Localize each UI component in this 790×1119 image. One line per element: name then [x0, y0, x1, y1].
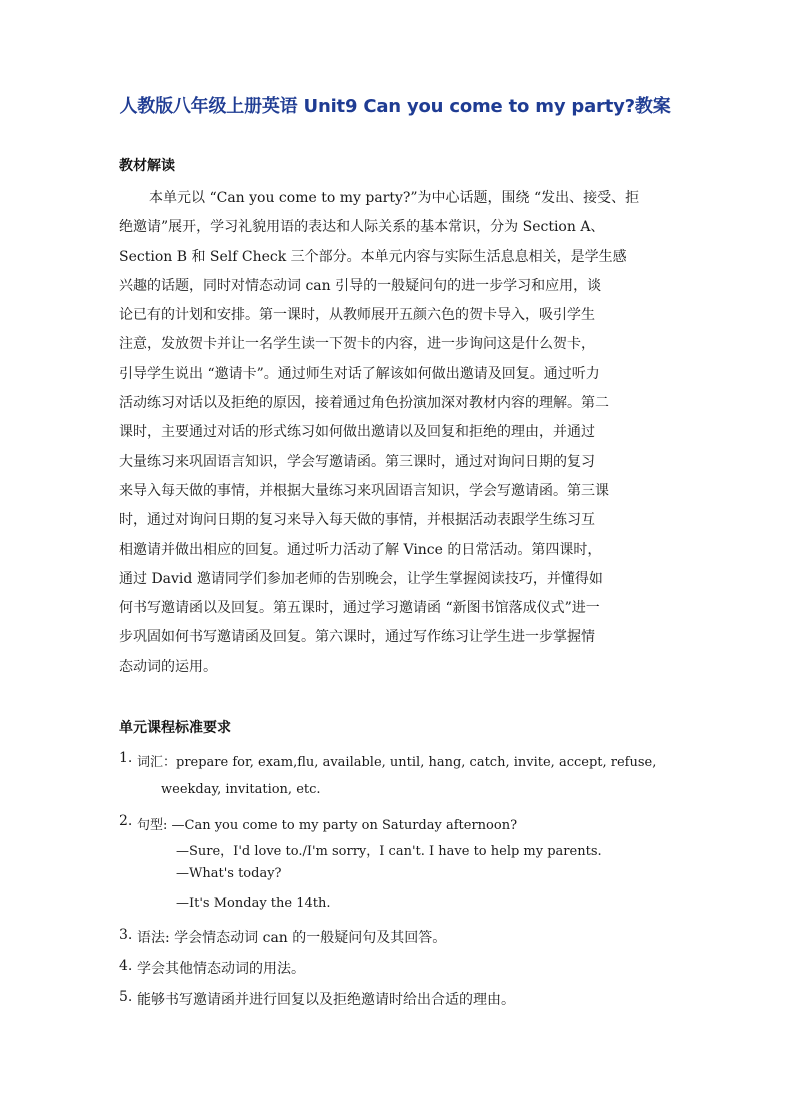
list-item-invitation-writing: 能够书写邀请函并进行回复以及拒绝邀请时给出合适的理由。: [137, 992, 515, 1008]
list-item-number: 2.: [119, 813, 133, 829]
paragraph-line: 论已有的计划和安排。第一课时，从教师展开五颜六色的贺卡导入，吸引学生: [119, 307, 595, 324]
document-title: 人教版八年级上册英语 Unit9 Can you come to my party?教案: [119, 96, 671, 117]
paragraph-line: 注意，发放贺卡并让一名学生读一下贺卡的内容，进一步询问这是什么贺卡，: [119, 336, 595, 353]
sentence-pattern-line: —What's today?: [176, 866, 282, 881]
paragraph-line: 时，通过对询问日期的复习来导入每天做的事情，并根据活动表跟学生练习互: [119, 512, 595, 529]
section-heading-textbook-analysis: 教材解读: [119, 158, 175, 174]
sentence-pattern-line: —It's Monday the 14th.: [176, 896, 331, 911]
paragraph-line: 绝邀请”展开，学习礼貌用语的表达和人际关系的基本常识，分为 Section A、: [119, 219, 605, 236]
list-item-vocabulary: 词汇：prepare for, exam,flu, available, until, hang, catch, invite, accept, refuse,: [137, 755, 657, 770]
paragraph-line: 何书写邀请函以及回复。第五课时，通过学习邀请函 “新图书馆落成仪式”进一: [119, 600, 600, 617]
paragraph-line: 课时，主要通过对话的形式练习如何做出邀请以及回复和拒绝的理由，并通过: [119, 424, 595, 441]
list-item-grammar: 语法: 学会情态动词 can 的一般疑问句及其回答。: [137, 930, 447, 946]
list-item-modal-verbs: 学会其他情态动词的用法。: [137, 961, 305, 977]
paragraph-line: 大量练习来巩固语言知识，学会写邀请函。第三课时，通过对询问日期的复习: [119, 453, 595, 470]
section-heading-curriculum-requirements: 单元课程标准要求: [119, 720, 231, 736]
list-item-sentence-patterns: 句型: —Can you come to my party on Saturday afternoon?: [137, 818, 518, 833]
list-item-number: 5.: [119, 989, 133, 1005]
paragraph-line: 引导学生说出 “邀请卡”。通过师生对话了解该如何做出邀请及回复。通过听力: [119, 365, 600, 382]
list-item-vocabulary-continued: weekday, invitation, etc.: [161, 782, 321, 797]
textbook-analysis-paragraph: [119, 184, 671, 682]
paragraph-line: 兴趣的话题，同时对情态动词 can 引导的一般疑问句的进一步学习和应用，谈: [119, 277, 602, 294]
paragraph-line: 本单元以 “Can you come to my party?”为中心话题，围绕 “发出、接受、拒: [149, 190, 640, 206]
paragraph-line: 通过 David 邀请同学们参加老师的告别晚会，让学生掌握阅读技巧，并懂得如: [119, 570, 603, 587]
paragraph-line: 来导入每天做的事情，并根据大量练习来巩固语言知识，学会写邀请函。第三课: [119, 482, 609, 499]
paragraph-line: 活动练习对话以及拒绝的原因，接着通过角色扮演加深对教材内容的理解。第二: [119, 395, 609, 412]
list-item-number: 4.: [119, 958, 133, 974]
paragraph-line: 步巩固如何书写邀请函及回复。第六课时，通过写作练习让学生进一步掌握情: [119, 629, 595, 646]
paragraph-line: 相邀请并做出相应的回复。通过听力活动了解 Vince 的日常活动。第四课时，: [119, 541, 602, 558]
sentence-pattern-line: —Sure，I'd love to./I'm sorry，I can't. I have to help my parents.: [176, 844, 602, 859]
list-item-number: 1.: [119, 750, 133, 766]
list-item-number: 3.: [119, 927, 133, 943]
paragraph-line: Section B 和 Self Check 三个部分。本单元内容与实际生活息息相关，是学生感: [119, 248, 627, 265]
paragraph-line: 态动词的运用。: [119, 658, 217, 675]
